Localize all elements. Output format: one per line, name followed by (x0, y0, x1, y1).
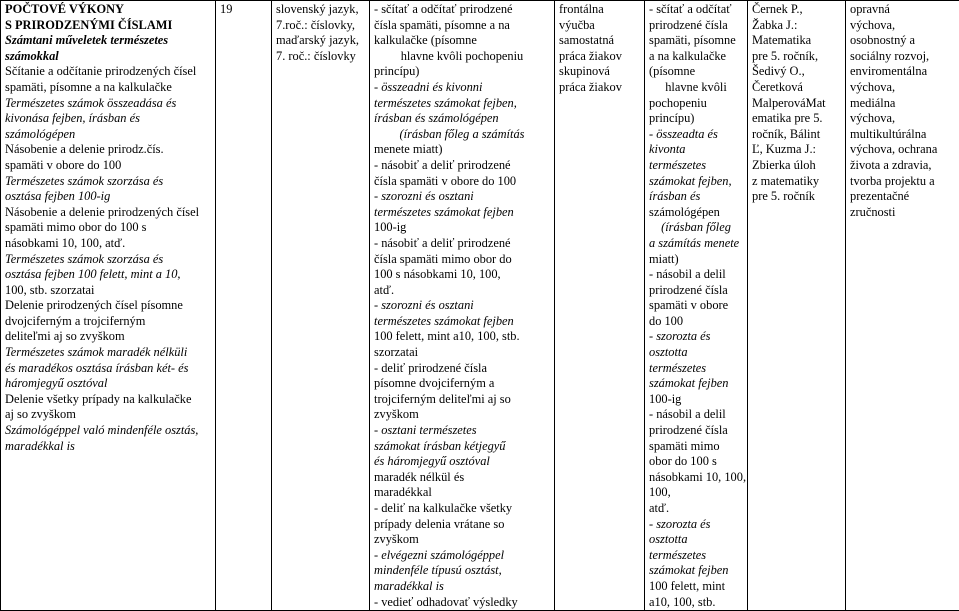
text-line: písomne dvojciferným a (374, 376, 550, 392)
text-line: - szorozni és osztani (374, 189, 550, 205)
text-line: Šedivý O., (752, 64, 841, 80)
text-line: - násobil a delil (649, 267, 743, 283)
text-line: prirodzené čísla (649, 283, 743, 299)
text-line: slovenský jazyk, (276, 2, 365, 18)
text-line: számokat fejben, (649, 174, 743, 190)
text-line: atď. (649, 501, 743, 517)
text-line: miatt) (649, 252, 743, 268)
text-line: kivonása fejben, írásban és (5, 111, 211, 127)
hours-value: 19 (220, 2, 267, 18)
text-line: kivonta (649, 142, 743, 158)
text-line: čísla spamäti v obore do 100 (374, 174, 550, 190)
text-line: Természetes számok szorzása és (5, 174, 211, 190)
text-line: - szorozta és (649, 329, 743, 345)
text-line: Ľ, Kuzma J.: (752, 142, 841, 158)
text-line: osobnostný a (850, 33, 955, 49)
text-line: tvorba projektu a (850, 174, 955, 190)
text-line: výchova, ochrana (850, 142, 955, 158)
text-line: (písomne (649, 64, 743, 80)
text-line: Žabka J.: (752, 18, 841, 34)
text-line: spamäti v obore do 100 (5, 158, 211, 174)
text-line: a számítás menete (649, 236, 743, 252)
text-line: Természetes számok összeadása és (5, 96, 211, 112)
text-line: Sčítanie a odčítanie prirodzených čísel (5, 64, 211, 80)
text-line: 100 s násobkami 10, 100, (374, 267, 550, 283)
text-line: természetes számokat fejben, (374, 96, 550, 112)
text-line: Számológéppel való mindenféle osztás, (5, 423, 211, 439)
text-line: frontálna (559, 2, 640, 18)
text-line: samostatná (559, 33, 640, 49)
text-line: spamäti mimo obor do 100 s (5, 220, 211, 236)
text-line: MalperováMat (752, 96, 841, 112)
text-line: Násobenie a delenie prirodzených čísel (5, 205, 211, 221)
topics-cell (1, 1, 216, 611)
text-line: - sčítať a odčítať (649, 2, 743, 18)
text-line: a10, 100, stb. (649, 595, 743, 611)
text-line: 100-ig (649, 392, 743, 408)
text-line: do 100 (649, 314, 743, 330)
text-line: Černek P., (752, 2, 841, 18)
text-line: - osztani természetes (374, 423, 550, 439)
text-line: számokkal (5, 49, 211, 65)
text-line: života a zdravia, (850, 158, 955, 174)
text-line: számokat írásban kétjegyű (374, 439, 550, 455)
text-line: természetes (649, 158, 743, 174)
text-line: - sčítať a odčítať prirodzené (374, 2, 550, 18)
outcomes-list (374, 2, 550, 610)
text-line: násobkami 10, 100, (649, 470, 743, 486)
text-line: a na kalkulačke (649, 49, 743, 65)
text-line: írásban és számológépen (374, 111, 550, 127)
text-line: - násobiť a deliť prirodzené (374, 158, 550, 174)
text-line: S PRIRODZENÝMI ČÍSLAMI (5, 18, 211, 34)
text-line: maradékkal is (5, 439, 211, 455)
assessment-list (649, 2, 743, 610)
text-line: Természetes számok maradék nélküli (5, 345, 211, 361)
text-line: menete miatt) (374, 142, 550, 158)
text-line: spamäti v obore (649, 298, 743, 314)
text-line: spamäti, písomne (649, 33, 743, 49)
text-line: deliteľmi aj so zvyškom (5, 329, 211, 345)
text-line: - szorozni és osztani (374, 298, 550, 314)
text-line: maďarský jazyk, (276, 33, 365, 49)
text-line: čísla spamäti mimo obor do (374, 252, 550, 268)
text-line: - összeadni és kivonni (374, 80, 550, 96)
text-line: prirodzené čísla (649, 423, 743, 439)
text-line: zručnosti (850, 205, 955, 221)
text-line: opravná (850, 2, 955, 18)
text-line: Násobenie a delenie prirodz.čís. (5, 142, 211, 158)
text-line: Delenie prirodzených čísel písomne (5, 298, 211, 314)
text-line: pre 5. ročník (752, 189, 841, 205)
text-line: - násobil a delil (649, 407, 743, 423)
forms-list (559, 2, 640, 96)
text-line: prezentačné (850, 189, 955, 205)
text-line: - szorozta és (649, 517, 743, 533)
text-line: - deliť prirodzené čísla (374, 361, 550, 377)
text-line: Matematika (752, 33, 841, 49)
text-line: (írásban főleg (649, 220, 743, 236)
text-line: maradékkal (374, 485, 550, 501)
text-line: princípu) (374, 64, 550, 80)
text-line: - deliť na kalkulačke všetky (374, 501, 550, 517)
text-line: szorzatai (374, 345, 550, 361)
text-line: násobkami 10, 100, atď. (5, 236, 211, 252)
text-line: POČTOVÉ VÝKONY (5, 2, 211, 18)
text-line: 100 felett, mint (649, 579, 743, 595)
text-line: háromjegyű osztóval (5, 376, 211, 392)
text-line: multikultúrálna (850, 127, 955, 143)
assessment-cell (645, 1, 748, 611)
text-line: (írásban főleg a számítás (374, 127, 550, 143)
text-line: dvojciferným a trojciferným (5, 314, 211, 330)
text-line: výchova, (850, 80, 955, 96)
text-line: osztotta (649, 345, 743, 361)
text-line: spamäti, písomne a na kalkulačke (5, 80, 211, 96)
text-line: hlavne kvôli pochopeniu (374, 49, 550, 65)
text-line: természetes (649, 361, 743, 377)
text-line: výchova, (850, 18, 955, 34)
text-line: 100, stb. szorzatai (5, 283, 211, 299)
text-line: výchova, (850, 111, 955, 127)
text-line: és maradékos osztása írásban két- és (5, 361, 211, 377)
text-line: 100 felett, mint a10, 100, stb. (374, 329, 550, 345)
text-line: obor do 100 s (649, 454, 743, 470)
text-line: princípu) (649, 111, 743, 127)
forms-cell (555, 1, 645, 611)
text-line: sociálny rozvoj, (850, 49, 955, 65)
text-line: 100-ig (374, 220, 550, 236)
text-line: természetes (649, 548, 743, 564)
text-line: prirodzené čísla (649, 18, 743, 34)
text-line: természetes számokat fejben (374, 205, 550, 221)
text-line: kalkulačke (písomne (374, 33, 550, 49)
relations-list (276, 2, 365, 64)
text-line: atď. (374, 283, 550, 299)
text-line: osztotta (649, 532, 743, 548)
text-line: hlavne kvôli (649, 80, 743, 96)
text-line: 7. roč.: číslovky (276, 49, 365, 65)
text-line: skupinová (559, 64, 640, 80)
text-line: osztása fejben 100-ig (5, 189, 211, 205)
text-line: výučba (559, 18, 640, 34)
text-line: Delenie všetky prípady na kalkulačke (5, 392, 211, 408)
resources-list (752, 2, 841, 205)
text-line: enviromentálna (850, 64, 955, 80)
text-line: čísla spamäti, písomne a na (374, 18, 550, 34)
text-line: z matematiky (752, 174, 841, 190)
themes-cell (846, 1, 959, 611)
text-line: zvyškom (374, 532, 550, 548)
text-line: és háromjegyű osztóval (374, 454, 550, 470)
topics-list (5, 2, 211, 454)
text-line: mediálna (850, 96, 955, 112)
text-line: pochopeniu (649, 96, 743, 112)
text-line: trojciferným deliteľmi aj so (374, 392, 550, 408)
text-line: természetes számokat fejben (374, 314, 550, 330)
text-line: számokat fejben (649, 563, 743, 579)
themes-list (850, 2, 955, 220)
outcomes-cell (370, 1, 555, 611)
resources-cell (748, 1, 846, 611)
text-line: Számtani műveletek természetes (5, 33, 211, 49)
text-line: osztása fejben 100 felett, mint a 10, (5, 267, 211, 283)
text-line: aj so zvyškom (5, 407, 211, 423)
text-line: Természetes számok szorzása és (5, 252, 211, 268)
text-line: zvyškom (374, 407, 550, 423)
text-line: ematika pre 5. (752, 111, 841, 127)
text-line: ročník, Bálint (752, 127, 841, 143)
text-line: írásban és (649, 189, 743, 205)
text-line: Zbierka úloh (752, 158, 841, 174)
text-line: számokat fejben (649, 376, 743, 392)
text-line: - násobiť a deliť prirodzené (374, 236, 550, 252)
text-line: 7.roč.: číslovky, (276, 18, 365, 34)
text-line: Čeretková (752, 80, 841, 96)
text-line: maradék nélkül és (374, 470, 550, 486)
text-line: - vedieť odhadovať výsledky (374, 595, 550, 611)
text-line: práca žiakov (559, 49, 640, 65)
text-line: 100, (649, 485, 743, 501)
text-line: - elvégezni számológéppel (374, 548, 550, 564)
text-line: számológépen (649, 205, 743, 221)
hours-cell (216, 1, 272, 611)
relations-cell (272, 1, 370, 611)
text-line: práca žiakov (559, 80, 640, 96)
text-line: - összeadta és (649, 127, 743, 143)
text-line: prípady delenia vrátane so (374, 517, 550, 533)
text-line: számológépen (5, 127, 211, 143)
text-line: mindenféle típusú osztást, (374, 563, 550, 579)
text-line: pre 5. ročník, (752, 49, 841, 65)
text-line: spamäti mimo (649, 439, 743, 455)
text-line: maradékkal is (374, 579, 550, 595)
